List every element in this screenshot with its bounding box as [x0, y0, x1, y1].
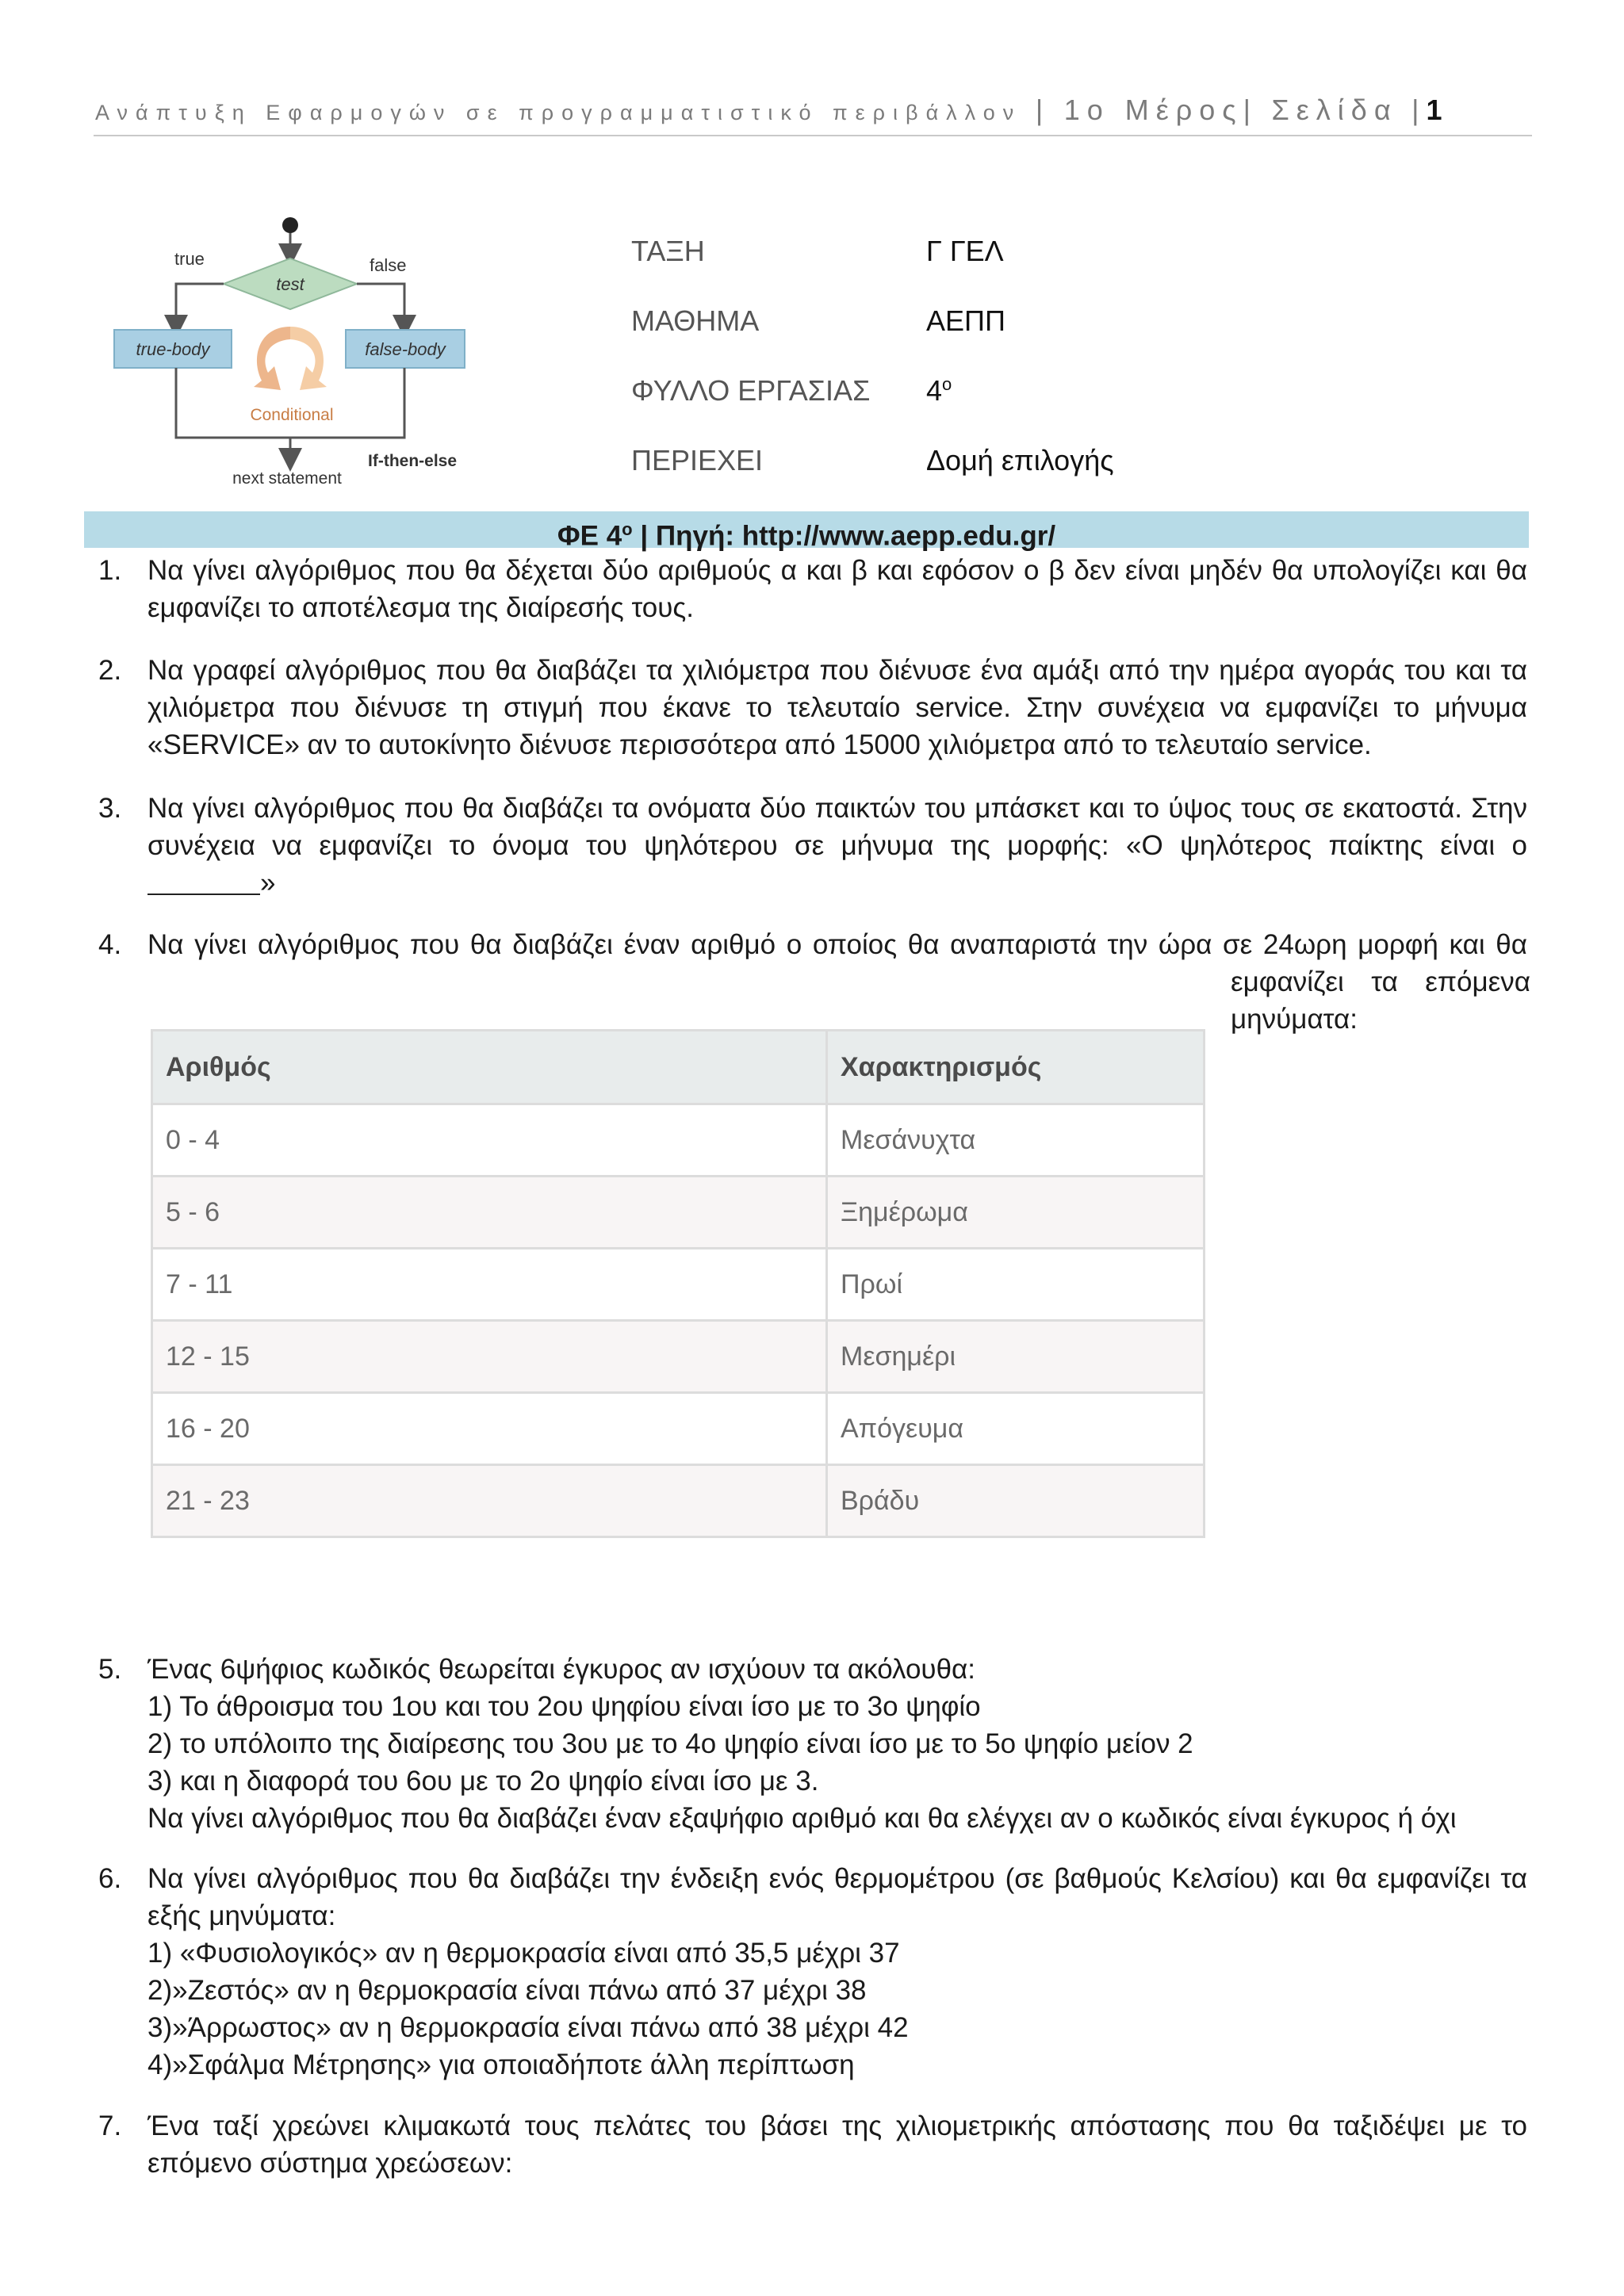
header-separator: |: [1411, 94, 1427, 126]
info-value: Γ ΓΕΛ: [926, 235, 1004, 267]
table-cell: Ξημέρωμα: [827, 1177, 1205, 1249]
table-row: [152, 1249, 1205, 1321]
true-body-label: true-body: [136, 339, 210, 359]
table-cell: 7 - 11: [152, 1249, 827, 1321]
table-row: [152, 1104, 1205, 1177]
table-row: [152, 1393, 1205, 1465]
question-number: 4.: [98, 929, 122, 960]
info-key: ΤΑΞΗ: [631, 235, 705, 267]
question-text: Να γίνει αλγόριθμος που θα διαβάζει έναν αριθμό ο οποίος θα αναπαριστά την ώρα σε 24ωρη μορφή και θα: [147, 929, 1527, 960]
conditional-arrows-icon: [254, 327, 290, 390]
info-value: Δομή επιλογής: [926, 444, 1114, 476]
header-separator: |: [1243, 94, 1258, 126]
question-text: Ένα ταξί χρεώνει κλιμακωτά τους πελάτες του βάσει της χιλιομετρικής απόστασης που θα ταξιδέψει με το επόμενο σύστημα χρεώσεων:: [147, 2110, 1527, 2179]
table-cell: Μεσάνυχτα: [827, 1104, 1205, 1177]
table-cell: 12 - 15: [152, 1321, 827, 1393]
header-page-label: Σελίδα: [1271, 94, 1398, 126]
start-node: [282, 217, 298, 233]
column-header: Χαρακτηρισμός: [827, 1031, 1205, 1104]
info-key: ΦΥΛΛΟ ΕΡΓΑΣΙΑΣ: [631, 374, 871, 407]
table-row: [152, 1321, 1205, 1393]
info-key: ΜΑΘΗΜΑ: [631, 304, 760, 337]
table-cell: Πρωί: [827, 1249, 1205, 1321]
info-value: $4^o$: [926, 374, 952, 407]
question-number: 3.: [98, 793, 122, 824]
header-separator: |: [1035, 94, 1051, 126]
question-text: Να γραφεί αλγόριθμος που θα διαβάζει τα χιλιόμετρα που διένυσε ένα αμάξι από την ημέρα αγοράς του και τα χιλιόμετρα που διένυσε τη στιγμή που έκανε το τελευταίο service. Στην συνέχεια να εμφανίζει το μήνυμα «SERVICE» αν το αυτοκίνητο διένυσε περισσότερα από 15000 χιλιόμετρα από το τελευταίο service.: [147, 655, 1527, 760]
page-number: 1: [1426, 94, 1442, 126]
question-number: 7.: [98, 2110, 122, 2141]
question-text: Να γίνει αλγόριθμος που θα διαβάζει την ένδειξη ενός θερμομέτρου (σε βαθμούς Κελσίου) και θα εμφανίζει τα εξής μηνύματα: 1) «Φυσιολογικός» αν η θερμοκρασία είναι από 35,5 μέχρι 37 2)»Ζεστός» αν η θερμοκρασία είναι πάνω από 37 μέχρι 38 3)»Άρρωστος» αν η θερμοκρασία είναι πάνω από 38 μέχρι 42 4)»Σφάλμα Μέτρησης» για οποιαδήποτε άλλη περίπτωση: [147, 1863, 1527, 2080]
table-cell: Μεσημέρι: [827, 1321, 1205, 1393]
header-divider: [94, 135, 1532, 136]
question-text: Να γίνει αλγόριθμος που θα δέχεται δύο αριθμούς α και β και εφόσον ο β δεν είναι μηδέν θα υπολογίζει και θα εμφανίζει το αποτέλεσμα της διαίρεσής τους.: [147, 555, 1527, 623]
test-label: test: [276, 274, 304, 294]
table-row: [152, 1465, 1205, 1537]
table-cell: 16 - 20: [152, 1393, 827, 1465]
hours-table: [151, 1029, 1205, 1538]
column-header: Αριθμός: [152, 1031, 827, 1104]
question-number: 2.: [98, 655, 122, 686]
table-header-row: [152, 1031, 1205, 1104]
if-then-else-label: If-then-else: [368, 452, 458, 470]
true-label: true: [174, 249, 205, 269]
question-text: Να γίνει αλγόριθμος που θα διαβάζει τα ονόματα δύο παικτών του μπάσκετ και το ύψος τους σε εκατοστά. Στην συνέχεια να εμφανίζει το όνομα του ψηλότερου σε μήνυμα της μορφής: «Ο ψηλότερος παίκτης είναι ο »: [147, 793, 1527, 898]
question-number: 6.: [98, 1863, 122, 1894]
table-cell: 0 - 4: [152, 1104, 827, 1177]
source-banner: ΦΕ $4^o$ | Πηγή: http://www.aepp.edu.gr/: [84, 511, 1529, 548]
table-cell: 5 - 6: [152, 1177, 827, 1249]
next-statement-label: next statement: [232, 469, 342, 488]
table-cell: 21 - 23: [152, 1465, 827, 1537]
false-body-label: false-body: [365, 339, 446, 359]
answer-blank: [147, 870, 260, 895]
page-header: [95, 94, 1532, 127]
false-label: false: [370, 255, 407, 275]
question-number: 1.: [98, 555, 122, 586]
table-cell: Βράδυ: [827, 1465, 1205, 1537]
header-title: Ανάπτυξη Εφαρμογών σε προγραμματιστικό περιβάλλον: [95, 101, 1022, 124]
if-then-else-flowchart: [103, 208, 484, 493]
header-part: 1ο Μέρος: [1063, 94, 1243, 126]
table-cell: Απόγευμα: [827, 1393, 1205, 1465]
info-key: ΠΕΡΙΕΧΕΙ: [631, 444, 764, 476]
info-value: ΑΕΠΠ: [926, 304, 1006, 337]
conditional-label: Conditional: [250, 406, 334, 424]
question-4-continuation: εμφανίζει τα επόμενα μηνύματα:: [1231, 966, 1530, 1035]
question-number: 5.: [98, 1654, 122, 1685]
question-text: Ένας 6ψήφιος κωδικός θεωρείται έγκυρος αν ισχύουν τα ακόλουθα: 1) Το άθροισμα του 1ου και του 2ου ψηφίου είναι ίσο με το 3ο ψηφίο 2) το υπόλοιπο της διαίρεσης του 3ου με το 4ο ψηφίο είναι ίσο με το 5ο ψηφίο μείον 2 3) και η διαφορά του 6ου με το 2ο ψηφίο είναι ίσο με 3. Να γίνει αλγόριθμος που θα διαβάζει έναν εξαψήφιο αριθμό και θα ελέγχει αν ο κωδικός είναι έγκυρος ή όχι: [147, 1654, 1457, 1834]
table-row: [152, 1177, 1205, 1249]
